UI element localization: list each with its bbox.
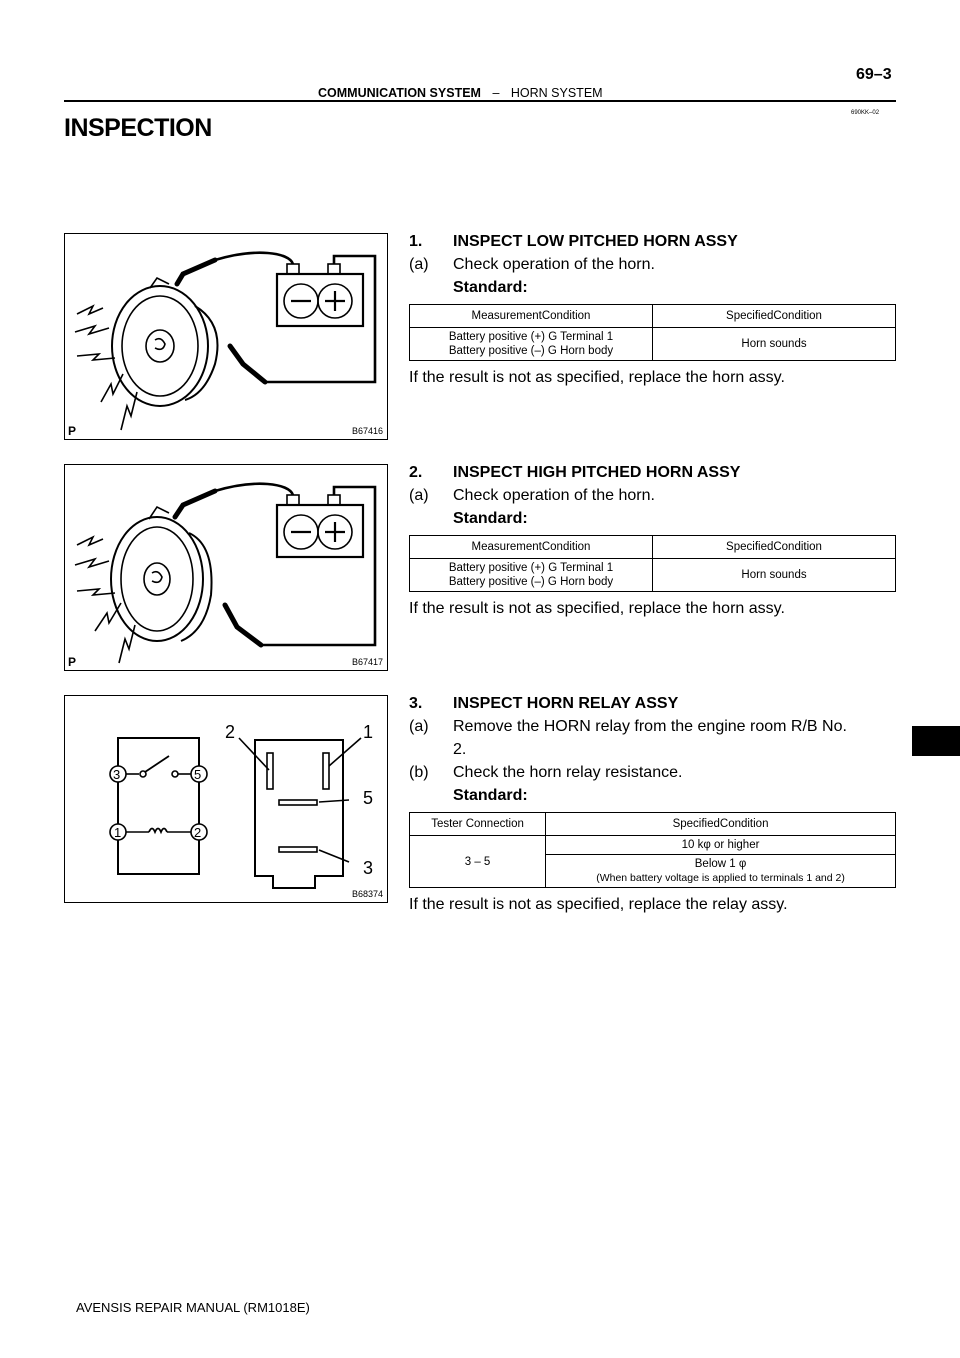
pin-label-5: 5: [363, 788, 374, 808]
condition-line: Battery positive (–) G Horn body: [448, 345, 614, 357]
table-header: MeasurementCondition: [410, 536, 653, 559]
spec-cell: [546, 855, 896, 888]
document-code: 690KK–02: [851, 110, 880, 116]
figure-code: B68374: [351, 889, 383, 899]
pin-label-1: 1: [363, 722, 374, 742]
step-title: INSPECT HORN RELAY ASSY: [453, 695, 679, 712]
spec-cell: 10 kφ or higher: [546, 836, 896, 855]
running-header: [318, 86, 603, 100]
pin-label-2: 2: [225, 722, 236, 742]
circuit-label-3: 3: [113, 767, 121, 782]
horn-battery-illustration: [65, 465, 389, 672]
standard-label: Standard:: [453, 787, 528, 804]
result-instruction: If the result is not as specified, replace the relay assy.: [409, 896, 788, 913]
figure-horn-relay: [64, 695, 388, 903]
spec-table: [409, 304, 896, 361]
condition-cell: [410, 328, 653, 361]
spec-note: (When battery voltage is applied to terminals 1 and 2): [596, 872, 845, 884]
sub-step-text: 2.: [453, 741, 467, 758]
section-tab-marker: [912, 726, 960, 756]
footer-manual-name: AVENSIS REPAIR MANUAL (RM1018E): [76, 1300, 310, 1315]
step-heading: [409, 461, 896, 484]
step-number: 2.: [409, 464, 423, 481]
step-1-section: [409, 230, 896, 389]
step-number: 1.: [409, 233, 423, 250]
standard-label: Standard:: [453, 279, 528, 296]
sub-step: [409, 715, 896, 738]
step-title: INSPECT LOW PITCHED HORN ASSY: [453, 233, 738, 250]
figure-mark: P: [68, 655, 77, 669]
page-title: INSPECTION: [64, 114, 212, 142]
sub-step-letter: (a): [409, 487, 429, 504]
condition-cell: [410, 559, 653, 592]
sub-step-text: Check operation of the horn.: [453, 256, 655, 273]
table-header: MeasurementCondition: [410, 305, 653, 328]
step-title: INSPECT HIGH PITCHED HORN ASSY: [453, 464, 741, 481]
result-cell: Horn sounds: [653, 559, 896, 592]
step-2-section: [409, 461, 896, 620]
connection-cell: 3 – 5: [410, 836, 546, 888]
step-heading: [409, 692, 896, 715]
sub-step-continuation: [409, 738, 896, 761]
condition-line: Battery positive (+) G Terminal 1: [448, 562, 614, 574]
sub-step-letter: (a): [409, 256, 429, 273]
table-header: SpecifiedCondition: [653, 305, 896, 328]
result-instruction: If the result is not as specified, replace the horn assy.: [409, 600, 785, 617]
sub-step: [409, 761, 896, 784]
sub-step-text: Check the horn relay resistance.: [453, 764, 683, 781]
sub-step-text: Remove the HORN relay from the engine room R/B No.: [453, 718, 847, 735]
figure-high-horn: [64, 464, 388, 671]
result-instruction: If the result is not as specified, replace the horn assy.: [409, 369, 785, 386]
circuit-label-1: 1: [114, 825, 122, 840]
table-header: SpecifiedCondition: [653, 536, 896, 559]
spec-table: [409, 535, 896, 592]
sub-step: [409, 484, 896, 507]
circuit-label-5: 5: [194, 767, 202, 782]
sub-step-text: Check operation of the horn.: [453, 487, 655, 504]
circuit-label-2: 2: [194, 825, 202, 840]
sub-step-letter: (b): [409, 764, 429, 781]
figure-code: B67416: [351, 426, 383, 436]
pin-label-3: 3: [363, 858, 374, 878]
figure-mark: P: [68, 424, 77, 438]
table-header: Tester Connection: [410, 813, 546, 836]
spec-table: [409, 812, 896, 888]
header-subsection: HORN SYSTEM: [510, 86, 603, 100]
standard-label: Standard:: [453, 510, 528, 527]
sub-step: [409, 253, 896, 276]
horn-battery-illustration: [65, 234, 389, 441]
figure-code: B67417: [351, 657, 383, 667]
header-rule: [64, 100, 896, 102]
page-number: 69–3: [856, 66, 892, 83]
sub-step-letter: (a): [409, 718, 429, 735]
header-separator: –: [492, 86, 500, 100]
step-number: 3.: [409, 695, 423, 712]
result-cell: Horn sounds: [653, 328, 896, 361]
condition-line: Battery positive (+) G Terminal 1: [448, 331, 614, 343]
relay-diagram: [65, 696, 389, 904]
table-header: SpecifiedCondition: [546, 813, 896, 836]
step-3-section: [409, 692, 896, 916]
figure-low-horn: [64, 233, 388, 440]
header-section: COMMUNICATION SYSTEM: [318, 86, 481, 100]
step-heading: [409, 230, 896, 253]
condition-line: Battery positive (–) G Horn body: [448, 576, 614, 588]
spec-line: Below 1 φ: [694, 858, 747, 870]
